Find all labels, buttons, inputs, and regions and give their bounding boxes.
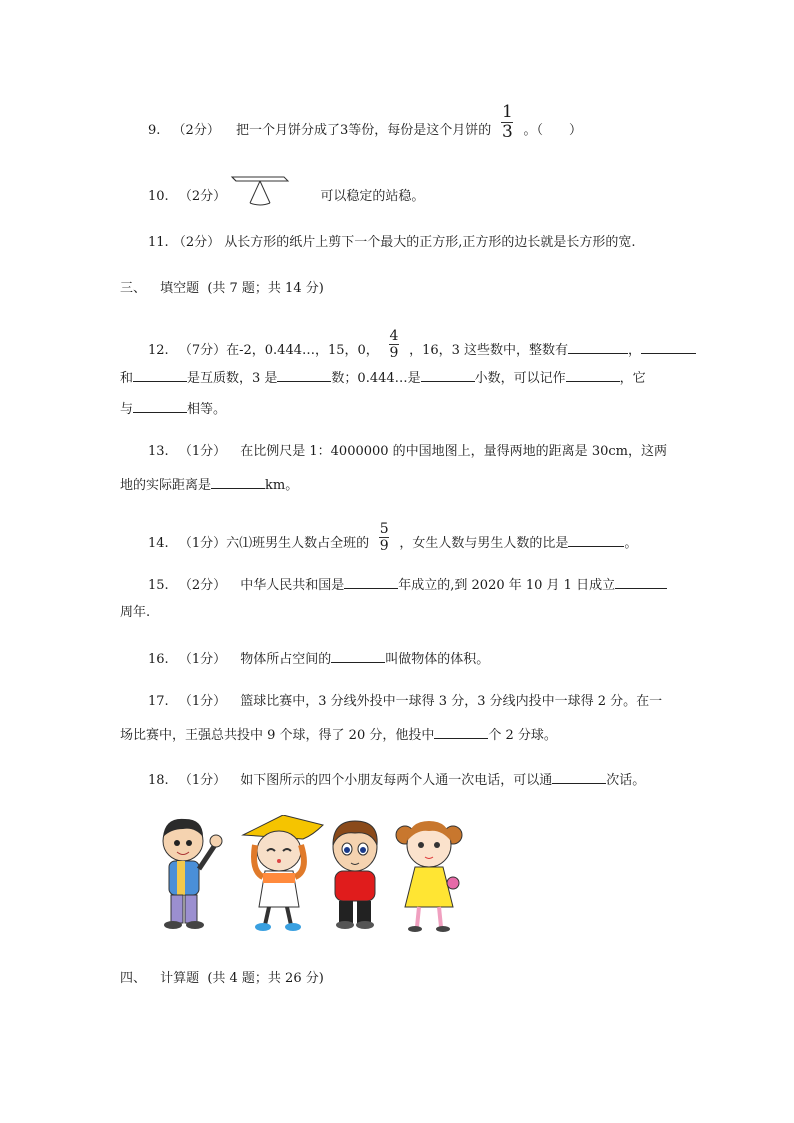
question-text: 如下图所示的四个小朋友每两个人通一次电话，可以通 — [240, 773, 553, 788]
four-children-illustration — [155, 815, 475, 940]
question-score: （1分） — [178, 773, 227, 788]
child-boy-red — [333, 821, 377, 929]
question-15-line-2 — [120, 604, 150, 622]
question-score: （1分） — [178, 652, 227, 667]
question-number: 13. — [148, 444, 169, 459]
question-text: 叫做物体的体积。 — [385, 652, 490, 667]
question-number: 17. — [148, 694, 169, 709]
question-16 — [148, 648, 489, 669]
child-girl-yellow-dress — [396, 821, 462, 932]
fraction-denominator: 9 — [379, 538, 389, 554]
question-13-line-2 — [120, 474, 298, 495]
question-text: 中华人民共和国是 — [240, 578, 345, 593]
answer-blank[interactable] — [421, 367, 475, 382]
question-12-line-3 — [120, 398, 226, 419]
section-heading-3 — [120, 280, 324, 298]
question-text: 相等。 — [187, 402, 227, 417]
question-number: 15. — [148, 578, 169, 593]
question-11 — [148, 234, 636, 252]
fraction — [389, 329, 399, 360]
section-meta: (共 7 题；共 14 分) — [207, 281, 324, 296]
fraction-numerator: 1 — [501, 102, 513, 122]
section-heading-4 — [120, 970, 324, 988]
question-text: ，女生人数与男生人数的比是 — [399, 536, 569, 551]
question-score: （1分） — [178, 694, 227, 709]
answer-blank[interactable] — [344, 574, 398, 589]
fraction-denominator: 9 — [389, 345, 399, 361]
section-title: 填空题 — [160, 281, 200, 296]
question-text: 把一个月饼分成了3等份，每份是这个月饼的 — [235, 123, 492, 138]
answer-blank[interactable] — [133, 398, 187, 413]
question-text: 六⑴班男生人数占全班的 — [226, 536, 370, 551]
question-text: 地的实际距离是 — [120, 478, 212, 493]
answer-blank[interactable] — [641, 339, 696, 354]
question-text: 是互质数，3 是 — [187, 371, 278, 386]
answer-blank[interactable] — [277, 367, 331, 382]
question-text: 周年. — [120, 605, 151, 620]
question-17-line-2 — [120, 724, 557, 745]
question-text: 场比赛中，王强总共投中 9 个球，得了 20 分，他投中 — [120, 728, 435, 743]
fraction — [379, 522, 389, 553]
question-text: 小数，可以记作 — [474, 371, 566, 386]
question-text: ，16，3 这些数中，整数有 — [409, 343, 569, 358]
question-score: （2分） — [178, 578, 227, 593]
answer-blank[interactable] — [568, 339, 628, 354]
question-number: 16. — [148, 652, 169, 667]
question-text: 和 — [120, 371, 134, 386]
answer-blank[interactable] — [133, 367, 187, 382]
question-number: 14. — [148, 536, 169, 551]
question-9 — [148, 102, 583, 149]
section-title: 计算题 — [160, 971, 200, 986]
cone-table-image — [236, 199, 306, 200]
question-score: （1分） — [178, 536, 227, 551]
question-12-line-2 — [120, 367, 646, 388]
question-18 — [148, 769, 645, 790]
question-text: 物体所占空间的 — [240, 652, 332, 667]
question-number: 11. — [148, 235, 169, 250]
section-index: 四、 — [120, 971, 147, 986]
separator: ， — [628, 343, 642, 358]
answer-blank[interactable] — [434, 724, 488, 739]
question-text: 可以稳定的站稳。 — [320, 189, 425, 204]
answer-blank[interactable] — [568, 532, 624, 547]
question-13-line-1 — [148, 443, 667, 461]
question-text: 与 — [120, 402, 134, 417]
question-text: 个 2 分球。 — [488, 728, 557, 743]
question-text: 篮球比赛中，3 分线外投中一球得 3 分，3 分线内投中一球得 2 分。在一 — [240, 694, 663, 709]
answer-blank[interactable] — [552, 769, 606, 784]
question-text: km。 — [265, 478, 299, 493]
answer-blank[interactable] — [566, 367, 620, 382]
question-score: （2分） — [178, 189, 227, 204]
question-number: 18. — [148, 773, 169, 788]
question-text: 。 — [624, 536, 638, 551]
question-text: 从长方形的纸片上剪下一个最大的正方形,正方形的边长就是长方形的宽. — [224, 235, 636, 250]
question-number: 10. — [148, 189, 169, 204]
question-17-line-1 — [148, 693, 662, 711]
fraction-numerator: 5 — [379, 521, 389, 537]
answer-blank[interactable] — [615, 574, 667, 589]
section-index: 三、 — [120, 281, 147, 296]
question-text: 数；0.444…是 — [331, 371, 421, 386]
answer-blank[interactable] — [331, 648, 385, 663]
question-score: （2分） — [172, 123, 220, 138]
question-score: （1分） — [178, 444, 227, 459]
question-number: 12. — [148, 343, 169, 358]
question-10 — [148, 188, 424, 206]
question-number: 9. — [148, 123, 161, 138]
question-text: 在-2，0.444…，15，0， — [226, 343, 379, 358]
fraction — [501, 104, 513, 141]
question-score: （2分） — [172, 235, 221, 250]
question-tail: 。（ ） — [523, 123, 583, 138]
question-15-line-1 — [148, 574, 667, 595]
child-girl-yellow-hat — [243, 815, 323, 931]
question-text: ，它 — [619, 371, 646, 386]
question-12-line-1 — [148, 328, 696, 366]
section-meta: (共 4 题；共 26 分) — [207, 971, 324, 986]
fraction-denominator: 3 — [501, 122, 513, 142]
question-text: 年成立的,到 2020 年 10 月 1 日成立 — [398, 578, 616, 593]
question-score: （7分） — [178, 343, 227, 358]
answer-blank[interactable] — [211, 474, 265, 489]
question-text: 次话。 — [606, 773, 646, 788]
question-14 — [148, 521, 638, 559]
fraction-numerator: 4 — [389, 328, 399, 344]
child-boy-blue — [163, 819, 222, 929]
question-text: 在比例尺是 1：4000000 的中国地图上，量得两地的距离是 30cm，这两 — [240, 444, 667, 459]
